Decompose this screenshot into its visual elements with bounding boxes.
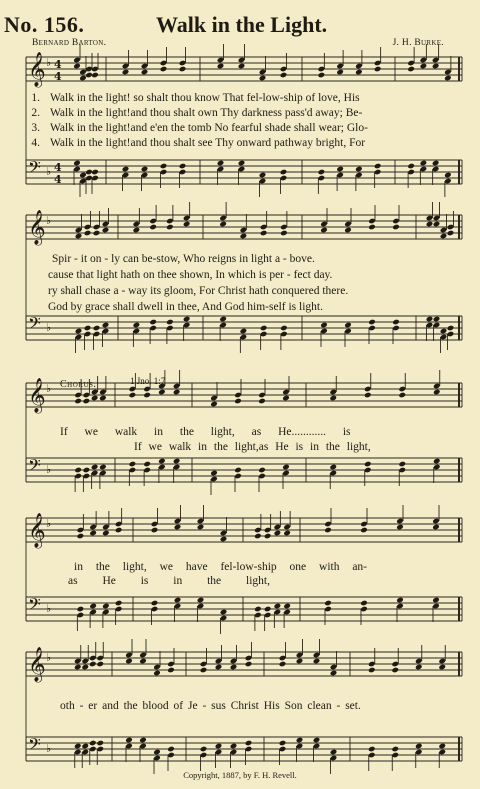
note-head bbox=[166, 319, 174, 326]
note-head bbox=[368, 667, 376, 674]
hymn-title: Walk in the Light. bbox=[156, 12, 328, 37]
note-head bbox=[234, 467, 242, 474]
flat-sign-icon: ♭ bbox=[46, 602, 52, 615]
note-head bbox=[440, 233, 448, 240]
note-head bbox=[84, 325, 92, 332]
note-head bbox=[280, 325, 288, 332]
note-head bbox=[74, 743, 82, 750]
time-signature: 4 bbox=[54, 161, 62, 174]
note-head bbox=[374, 163, 382, 170]
note-head bbox=[129, 461, 137, 468]
note-head bbox=[330, 749, 338, 756]
note-head bbox=[99, 464, 107, 471]
flat-sign-icon: ♭ bbox=[46, 742, 52, 755]
note-head bbox=[83, 398, 91, 405]
verse-1-line-2: Spir - it on - ly can be-stow, Who reigns in light a - bove. bbox=[52, 253, 315, 265]
note-head bbox=[73, 160, 81, 167]
note-head bbox=[151, 600, 159, 607]
note-head bbox=[374, 66, 382, 73]
note-head bbox=[324, 600, 332, 607]
note-head bbox=[258, 398, 266, 405]
note-head bbox=[179, 163, 187, 170]
note-head bbox=[102, 603, 110, 610]
note-head bbox=[260, 230, 268, 237]
note-head bbox=[324, 527, 332, 534]
note-head bbox=[153, 670, 161, 677]
note-head bbox=[283, 603, 291, 610]
note-head bbox=[415, 743, 423, 750]
note-head bbox=[85, 72, 93, 79]
bass-clef-icon: 𝄢 bbox=[28, 157, 41, 181]
note-head bbox=[91, 395, 99, 402]
note-head bbox=[280, 169, 288, 176]
note-head bbox=[200, 746, 208, 753]
note-head bbox=[274, 603, 282, 610]
note-head bbox=[279, 740, 287, 747]
note-head bbox=[274, 530, 282, 537]
bass-clef-icon: 𝄢 bbox=[28, 594, 41, 618]
note-head bbox=[158, 458, 166, 465]
note-head bbox=[433, 389, 441, 396]
note-head bbox=[210, 470, 218, 477]
note-head bbox=[368, 224, 376, 231]
note-head bbox=[151, 527, 159, 534]
note-head bbox=[336, 166, 344, 173]
flat-sign-icon: ♭ bbox=[46, 321, 52, 334]
note-head bbox=[143, 461, 151, 468]
note-head bbox=[355, 69, 363, 76]
note-head bbox=[320, 227, 328, 234]
note-head bbox=[344, 227, 352, 234]
note-head bbox=[75, 328, 83, 335]
note-head bbox=[329, 464, 337, 471]
note-head bbox=[245, 740, 253, 747]
note-head bbox=[280, 72, 288, 79]
note-head bbox=[444, 172, 452, 179]
flat-sign-icon: ♭ bbox=[46, 214, 52, 227]
note-head bbox=[296, 658, 304, 665]
note-head bbox=[433, 221, 441, 228]
bass-clef-icon: 𝄢 bbox=[28, 734, 41, 758]
note-head bbox=[392, 319, 400, 326]
note-head bbox=[74, 664, 82, 671]
chorus-line-3: oth - er and the blood of Je - sus Christ His Son clean - set. bbox=[60, 700, 361, 712]
note-head bbox=[313, 737, 321, 744]
note-head bbox=[432, 524, 440, 531]
note-head bbox=[183, 316, 191, 323]
note-head bbox=[407, 66, 415, 73]
note-head bbox=[447, 325, 455, 332]
composer-credit: J. H. Burke. bbox=[392, 38, 444, 48]
note-head bbox=[396, 524, 404, 531]
note-head bbox=[391, 746, 399, 753]
note-head bbox=[115, 600, 123, 607]
note-head bbox=[238, 63, 246, 70]
treble-clef-icon: 𝄞 bbox=[28, 647, 46, 682]
note-head bbox=[230, 664, 238, 671]
note-head bbox=[355, 166, 363, 173]
note-head bbox=[320, 322, 328, 329]
note-head bbox=[153, 749, 161, 756]
note-head bbox=[83, 467, 91, 474]
hymn-number: No. 156. bbox=[4, 12, 85, 37]
note-head bbox=[392, 224, 400, 231]
note-head bbox=[426, 221, 434, 228]
note-head bbox=[254, 606, 262, 613]
note-head bbox=[398, 461, 406, 468]
note-head bbox=[259, 75, 267, 82]
note-head bbox=[122, 69, 130, 76]
note-head bbox=[93, 230, 101, 237]
note-head bbox=[160, 163, 168, 170]
note-head bbox=[344, 322, 352, 329]
note-head bbox=[99, 395, 107, 402]
note-head bbox=[102, 530, 110, 537]
note-head bbox=[74, 398, 82, 405]
note-head bbox=[96, 661, 104, 668]
note-head bbox=[173, 458, 181, 465]
flat-sign-icon: ♭ bbox=[46, 517, 52, 530]
note-head bbox=[183, 221, 191, 228]
note-head bbox=[77, 606, 85, 613]
note-head bbox=[79, 172, 87, 179]
copyright-notice: Copyright, 1887, by F. H. Revell. bbox=[183, 770, 297, 780]
note-head bbox=[407, 163, 415, 170]
note-head bbox=[75, 233, 83, 240]
chorus-line-2-bass: as He is in the light, bbox=[68, 575, 270, 587]
note-head bbox=[96, 740, 104, 747]
note-head bbox=[102, 227, 110, 234]
note-head bbox=[368, 746, 376, 753]
note-head bbox=[234, 398, 242, 405]
verse-4-line-2: God by grace shall dwell in thee, And God him-self is light. bbox=[48, 301, 323, 313]
note-head bbox=[197, 524, 205, 531]
flat-sign-icon: ♭ bbox=[46, 165, 52, 178]
time-signature: 4 bbox=[54, 173, 62, 186]
chorus-line-2-treble: in the light, we have fel-low-ship one with an- bbox=[74, 561, 368, 573]
note-head bbox=[139, 658, 147, 665]
note-head bbox=[438, 664, 446, 671]
note-head bbox=[84, 230, 92, 237]
note-head bbox=[91, 169, 99, 176]
note-head bbox=[85, 169, 93, 176]
note-head bbox=[398, 392, 406, 399]
note-head bbox=[93, 325, 101, 332]
note-head bbox=[102, 322, 110, 329]
note-head bbox=[330, 670, 338, 677]
note-head bbox=[364, 461, 372, 468]
note-head bbox=[364, 392, 372, 399]
note-head bbox=[89, 661, 97, 668]
note-head bbox=[125, 658, 133, 665]
note-head bbox=[264, 533, 272, 540]
note-head bbox=[391, 667, 399, 674]
note-head bbox=[220, 609, 228, 616]
note-head bbox=[254, 533, 262, 540]
note-head bbox=[89, 603, 97, 610]
note-head bbox=[259, 172, 267, 179]
treble-clef-icon: 𝄞 bbox=[28, 378, 46, 413]
treble-clef-icon: 𝄞 bbox=[28, 210, 46, 245]
note-head bbox=[360, 600, 368, 607]
note-head bbox=[81, 664, 89, 671]
note-head bbox=[174, 524, 182, 531]
note-head bbox=[282, 395, 290, 402]
note-head bbox=[217, 63, 225, 70]
note-head bbox=[89, 530, 97, 537]
note-head bbox=[438, 743, 446, 750]
note-head bbox=[129, 392, 137, 399]
verse-3-line-1: 3. Walk in the light!and e'en the tomb No fearful shade shall wear; Glo- bbox=[31, 122, 368, 134]
note-head bbox=[89, 740, 97, 747]
note-head bbox=[420, 63, 428, 70]
bass-clef-icon: 𝄢 bbox=[28, 455, 41, 479]
note-head bbox=[396, 597, 404, 604]
note-head bbox=[167, 667, 175, 674]
note-head bbox=[79, 75, 87, 82]
note-head bbox=[440, 328, 448, 335]
note-head bbox=[426, 316, 434, 323]
note-head bbox=[174, 597, 182, 604]
note-head bbox=[133, 322, 141, 329]
verse-3-line-2: ry shall chase a - way its gloom, For Christ hath conquered there. bbox=[48, 285, 349, 297]
note-head bbox=[77, 533, 85, 540]
verse-4-line-1: 4. Walk in the light!and thou shalt see Thy onward pathway bright, For bbox=[31, 137, 366, 149]
note-head bbox=[197, 597, 205, 604]
note-head bbox=[245, 661, 253, 668]
note-head bbox=[215, 664, 223, 671]
note-head bbox=[122, 166, 130, 173]
time-signature: 4 bbox=[54, 70, 62, 83]
verse-1-line-1: 1. Walk in the light! so shalt thou know That fel-low-ship of love, His bbox=[31, 92, 360, 104]
note-head bbox=[313, 658, 321, 665]
chorus-line-1-treble: If we walk in the light, as He............ is bbox=[60, 426, 351, 438]
note-head bbox=[219, 221, 227, 228]
note-head bbox=[318, 72, 326, 79]
note-head bbox=[318, 169, 326, 176]
note-head bbox=[240, 328, 248, 335]
note-head bbox=[141, 166, 149, 173]
note-head bbox=[280, 230, 288, 237]
note-head bbox=[444, 75, 452, 82]
note-head bbox=[433, 458, 441, 465]
note-head bbox=[296, 737, 304, 744]
scripture-reference: 1 Jno. 1:7 bbox=[130, 376, 166, 386]
flat-sign-icon: ♭ bbox=[46, 463, 52, 476]
note-head bbox=[115, 527, 123, 534]
note-head bbox=[160, 66, 168, 73]
treble-clef-icon: 𝄞 bbox=[28, 52, 46, 87]
note-head bbox=[133, 227, 141, 234]
note-head bbox=[91, 464, 99, 471]
note-head bbox=[258, 467, 266, 474]
note-head bbox=[264, 606, 272, 613]
note-head bbox=[368, 319, 376, 326]
note-head bbox=[81, 743, 89, 750]
note-head bbox=[283, 530, 291, 537]
chorus-label: Chorus. bbox=[60, 379, 97, 390]
note-head bbox=[279, 661, 287, 668]
note-head bbox=[158, 389, 166, 396]
note-head bbox=[166, 224, 174, 231]
note-head bbox=[432, 160, 440, 167]
note-head bbox=[360, 527, 368, 534]
note-head bbox=[125, 737, 133, 744]
note-head bbox=[179, 66, 187, 73]
note-head bbox=[167, 746, 175, 753]
note-head bbox=[240, 233, 248, 240]
bass-clef-icon: 𝄢 bbox=[28, 313, 41, 337]
note-head bbox=[217, 160, 225, 167]
note-head bbox=[230, 743, 238, 750]
note-head bbox=[282, 464, 290, 471]
time-signature: 4 bbox=[54, 58, 62, 71]
note-head bbox=[329, 395, 337, 402]
note-head bbox=[432, 63, 440, 70]
note-head bbox=[149, 319, 157, 326]
treble-clef-icon: 𝄞 bbox=[28, 513, 46, 548]
note-head bbox=[432, 597, 440, 604]
note-head bbox=[200, 667, 208, 674]
note-head bbox=[149, 224, 157, 231]
note-head bbox=[260, 325, 268, 332]
note-head bbox=[210, 401, 218, 408]
note-head bbox=[415, 664, 423, 671]
note-head bbox=[139, 737, 147, 744]
note-head bbox=[336, 69, 344, 76]
flat-sign-icon: ♭ bbox=[46, 56, 52, 69]
flat-sign-icon: ♭ bbox=[46, 651, 52, 664]
note-head bbox=[74, 467, 82, 474]
note-head bbox=[220, 536, 228, 543]
note-head bbox=[143, 392, 151, 399]
verse-2-line-1: 2. Walk in the light!and thou shalt own Thy darkness pass'd away; Be- bbox=[31, 107, 363, 119]
note-head bbox=[91, 72, 99, 79]
note-head bbox=[219, 316, 227, 323]
note-head bbox=[447, 230, 455, 237]
chorus-line-1-bass: If we walk in the light,as He is in the light, bbox=[134, 441, 371, 453]
note-head bbox=[141, 69, 149, 76]
verse-2-line-2: cause that light hath on thee shown, In which is per - fect day. bbox=[48, 269, 333, 281]
note-head bbox=[238, 160, 246, 167]
note-head bbox=[420, 160, 428, 167]
note-head bbox=[73, 63, 81, 70]
note-head bbox=[173, 389, 181, 396]
note-head bbox=[433, 316, 441, 323]
note-head bbox=[215, 743, 223, 750]
poet-credit: Bernard Barton. bbox=[32, 38, 107, 48]
flat-sign-icon: ♭ bbox=[46, 382, 52, 395]
